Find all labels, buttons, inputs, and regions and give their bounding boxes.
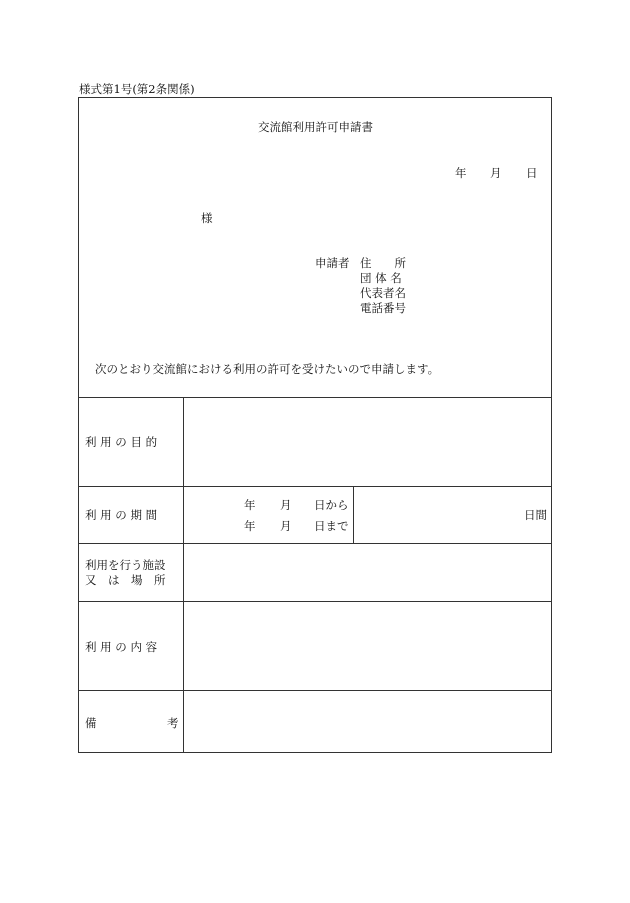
row-label-facility-line2: 又 は 場 所 [85, 573, 166, 587]
period-from-month: 月 [280, 498, 292, 512]
date-day-label: 日 [526, 166, 538, 180]
applicant-label: 申請者 [315, 256, 350, 270]
date-year-label: 年 [455, 166, 467, 180]
period-from-day: 日から [314, 498, 349, 512]
row-divider-facility [78, 601, 552, 602]
row-divider-content [78, 690, 552, 691]
row-label-purpose: 利 用 の 目 的 [85, 435, 158, 449]
row-label-facility-line1: 利用を行う施設 [85, 558, 166, 572]
row-label-remarks-left: 備 [85, 716, 97, 730]
period-to-month: 月 [280, 519, 292, 533]
date-month-label: 月 [490, 166, 502, 180]
period-column-divider [353, 486, 354, 543]
period-from-year: 年 [244, 498, 256, 512]
row-label-period: 利 用 の 期 間 [85, 508, 158, 522]
addressee-suffix: 様 [201, 211, 213, 225]
row-divider-purpose [78, 486, 552, 487]
period-to-day: 日まで [314, 519, 349, 533]
form-number: 様式第1号(第2条関係) [79, 82, 195, 96]
period-to-year: 年 [244, 519, 256, 533]
applicant-representative-label: 代表者名 [360, 286, 406, 300]
form-title: 交流館利用許可申請書 [258, 120, 373, 134]
applicant-address-label: 住 所 [360, 256, 406, 270]
applicant-organization-label: 団 体 名 [360, 271, 402, 285]
row-label-remarks-right: 考 [167, 716, 179, 730]
row-label-content: 利 用 の 内 容 [85, 640, 158, 654]
table-top-divider [78, 397, 552, 398]
row-divider-period [78, 543, 552, 544]
applicant-phone-label: 電話番号 [360, 301, 406, 315]
label-column-divider [183, 397, 184, 753]
application-statement: 次のとおり交流館における利用の許可を受けたいので申請します。 [95, 362, 440, 376]
period-days-label: 日間 [524, 508, 547, 522]
application-form-frame [78, 97, 552, 753]
